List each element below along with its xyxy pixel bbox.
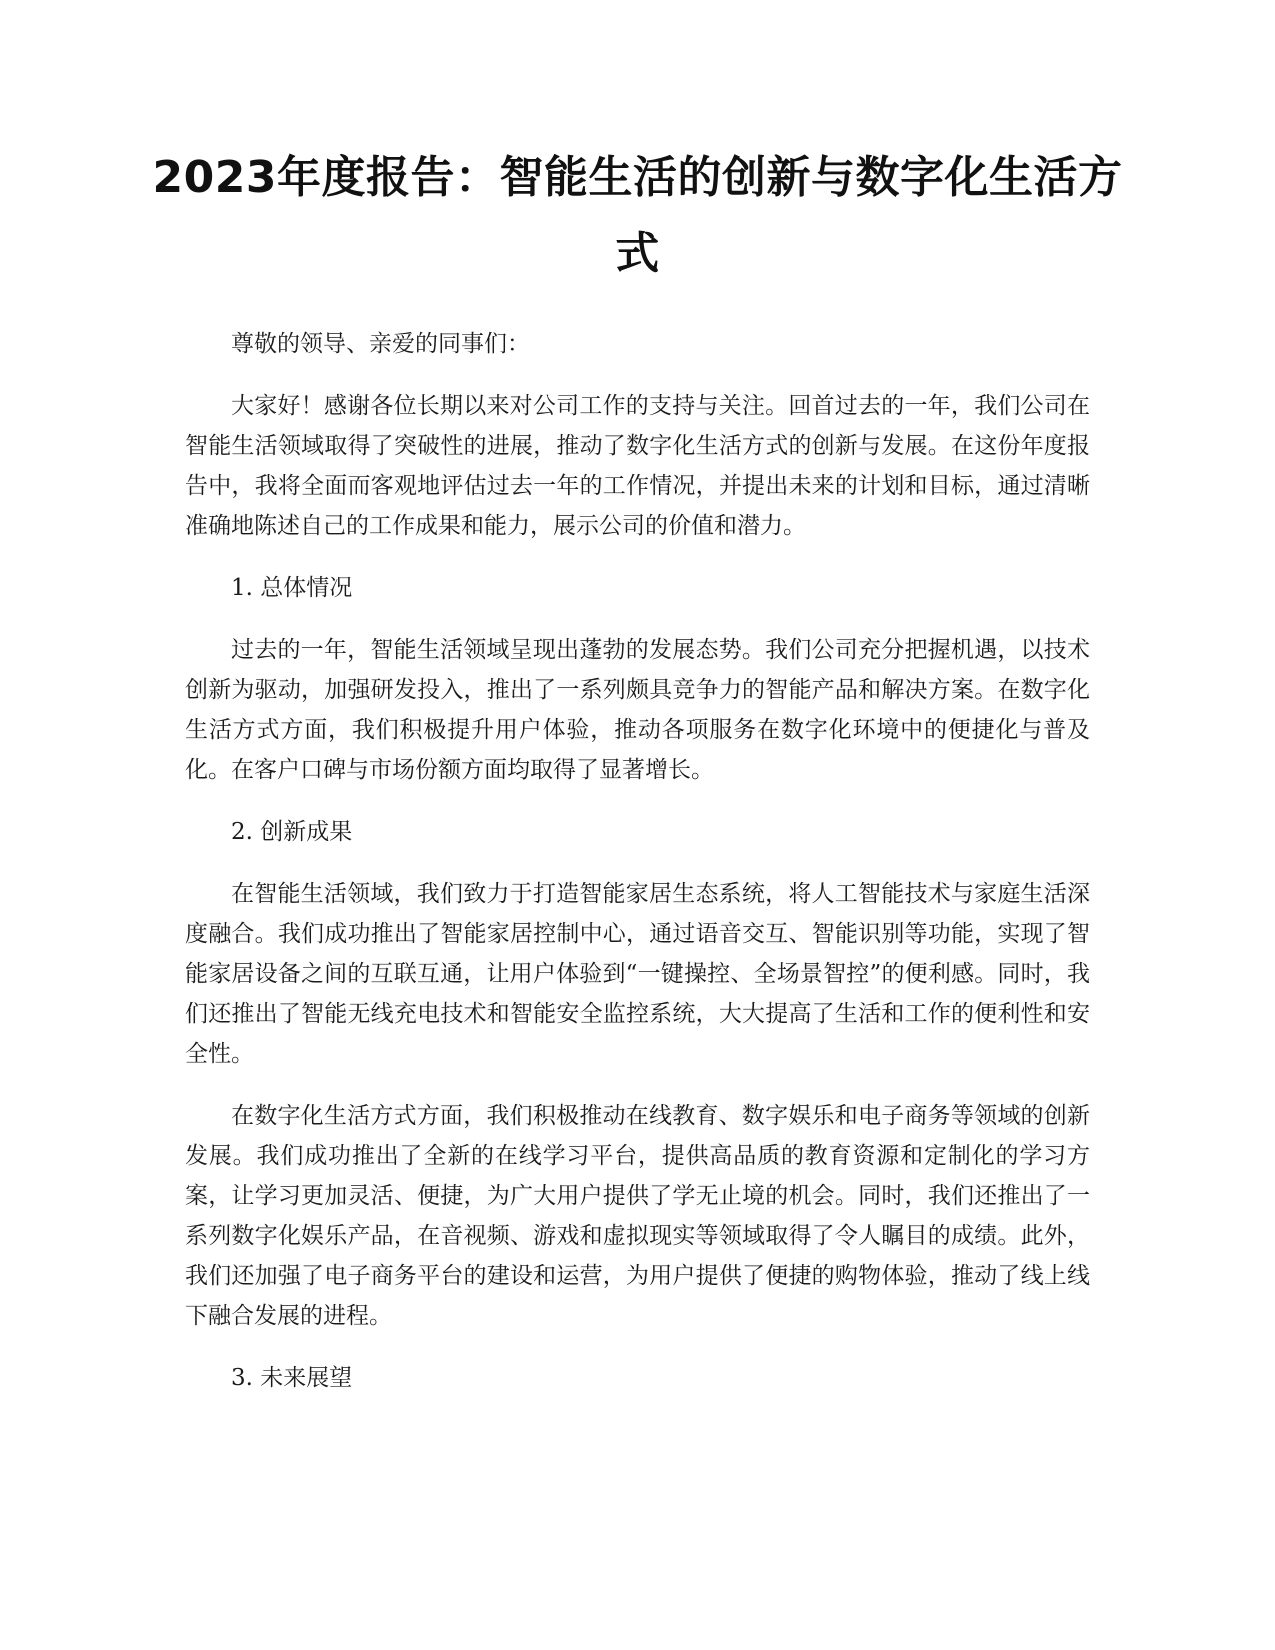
document-title: 2023年度报告：智能生活的创新与数字化生活方式 <box>152 152 1123 279</box>
salutation: 尊敬的领导、亲爱的同事们： <box>231 331 530 357</box>
section-heading-overview: 1. 总体情况 <box>231 575 353 601</box>
document-body <box>185 324 1090 1420</box>
innovation-paragraph-digital-life: 在数字化生活方式方面，我们积极推动在线教育、数字娱乐和电子商务等领域的创新发展。我们成功推出了全新的在线学习平台，提供高品质的教育资源和定制化的学习方案，让学习更加灵活、便捷，为广大用户提供了学无止境的机会。同时，我们还推出了一系列数字化娱乐产品，在音视频、游戏和虚拟现实等领域取得了令人瞩目的成绩。此外，我们还加强了电子商务平台的建设和运营，为用户提供了便捷的购物体验，推动了线上线下融合发展的进程。 <box>185 1103 1090 1329</box>
overview-paragraph: 过去的一年，智能生活领域呈现出蓬勃的发展态势。我们公司充分把握机遇，以技术创新为驱动，加强研发投入，推出了一系列颇具竞争力的智能产品和解决方案。在数字化生活方式方面，我们积极提升用户体验，推动各项服务在数字化环境中的便捷化与普及化。在客户口碑与市场份额方面均取得了显著增长。 <box>185 637 1090 783</box>
innovation-paragraph-smart-home: 在智能生活领域，我们致力于打造智能家居生态系统，将人工智能技术与家庭生活深度融合。我们成功推出了智能家居控制中心，通过语音交互、智能识别等功能，实现了智能家居设备之间的互联互通，让用户体验到“一键操控、全场景智控”的便利感。同时，我们还推出了智能无线充电技术和智能安全监控系统，大大提高了生活和工作的便利性和安全性。 <box>185 881 1090 1067</box>
intro-paragraph: 大家好！感谢各位长期以来对公司工作的支持与关注。回首过去的一年，我们公司在智能生活领域取得了突破性的进展，推动了数字化生活方式的创新与发展。在这份年度报告中，我将全面而客观地评估过去一年的工作情况，并提出未来的计划和目标，通过清晰准确地陈述自己的工作成果和能力，展示公司的价值和潜力。 <box>185 393 1090 539</box>
section-heading-innovation: 2. 创新成果 <box>231 819 353 845</box>
section-heading-outlook: 3. 未来展望 <box>231 1365 353 1391</box>
